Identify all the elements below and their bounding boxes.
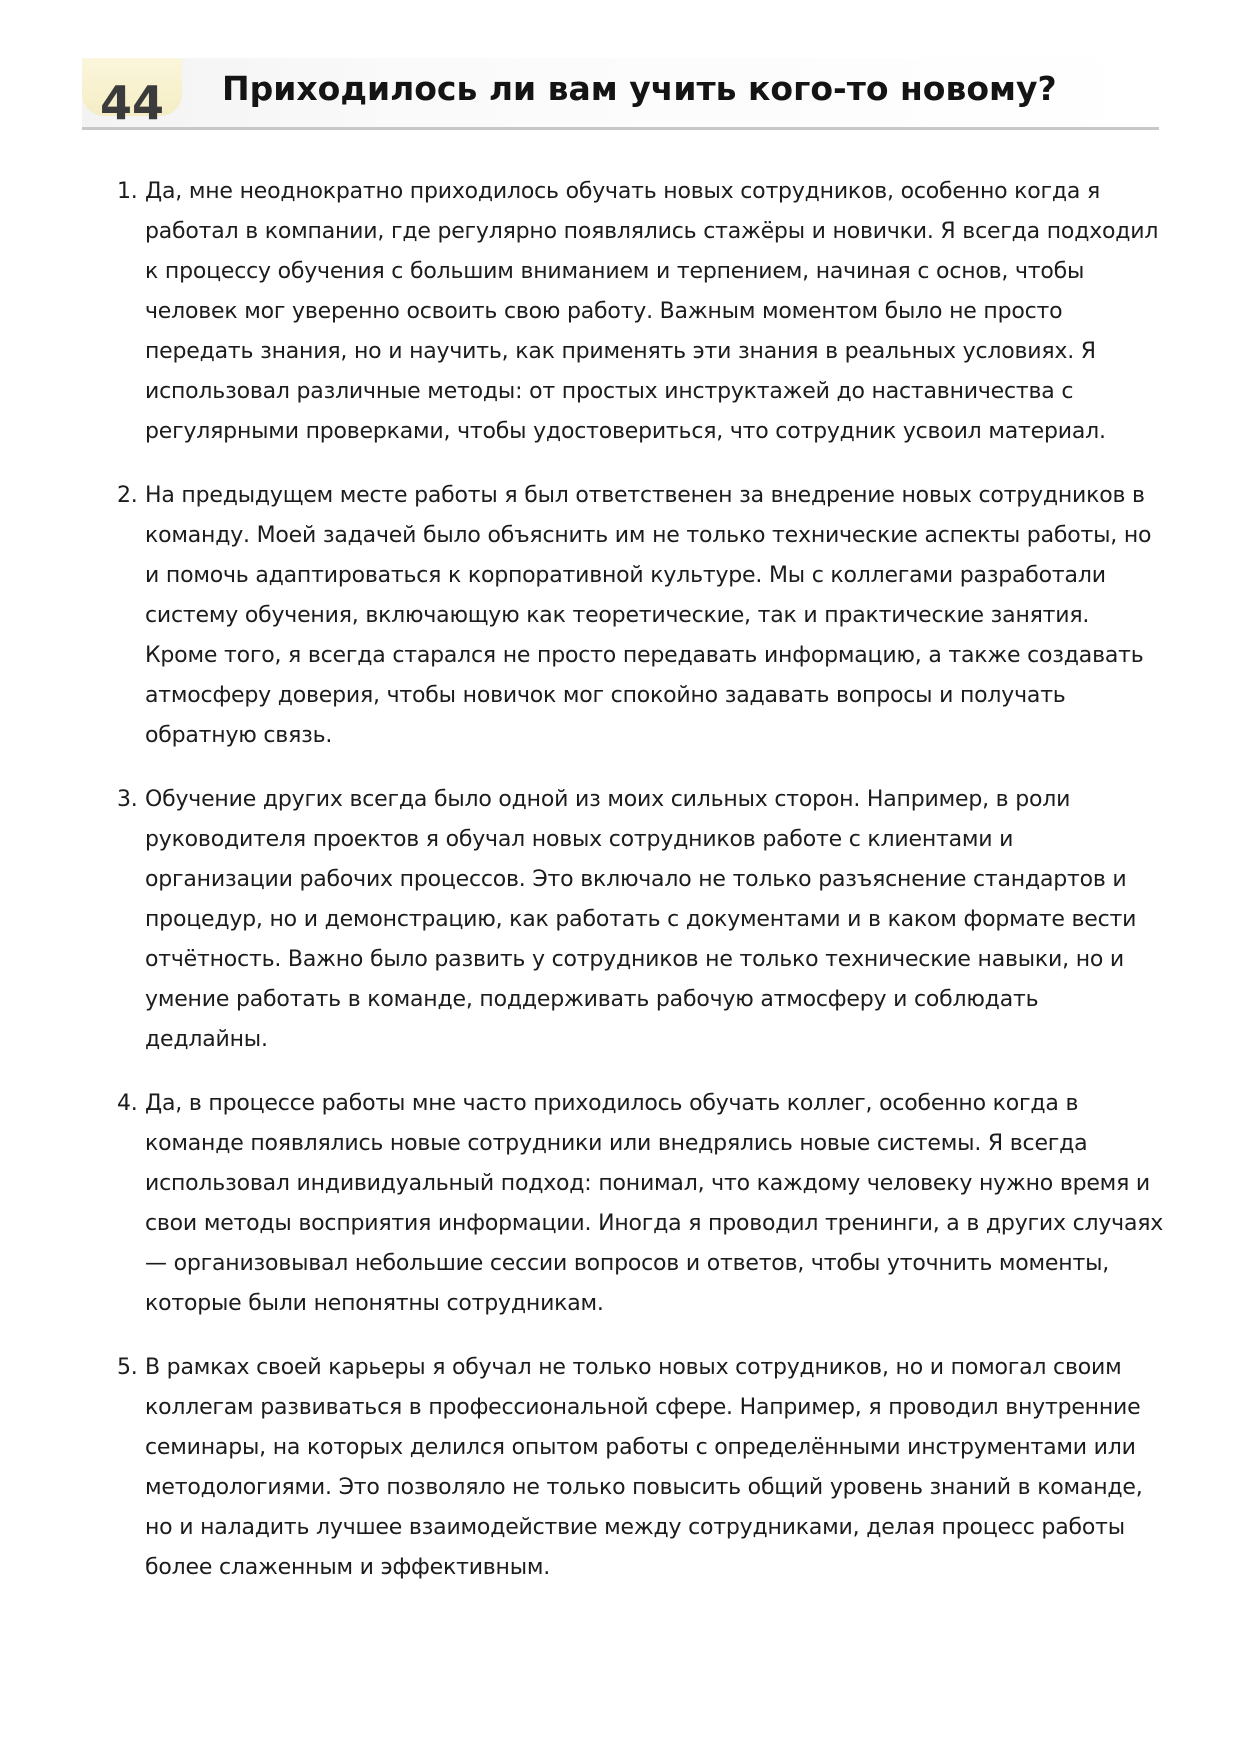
answer-item-3 [117,780,1165,1060]
answer-text: Обучение других всегда было одной из моих сильных сторон. Например, в роли руководителя проектов я обучал новых сотрудников работе с клиентами и организации рабочих процессов. Это включало не только разъяснение стандартов и процедур, но и демонстрацию, как работать с документами и в каком формате вести отчётность. Важно было развить у сотрудников не только технические навыки, но и умение работать в команде, поддерживать рабочую атмосферу и соблюдать дедлайны. [145,787,1137,1052]
answer-list [117,172,1165,1612]
answer-text: Да, мне неоднократно приходилось обучать новых сотрудников, особенно когда я работал в компании, где регулярно появлялись стажёры и новички. Я всегда подходил к процессу обучения с большим вниманием и терпением, начиная с основ, чтобы человек мог уверенно освоить свою работу. Важным моментом было не просто передать знания, но и научить, как применять эти знания в реальных условиях. Я использовал различные методы: от простых инструктажей до наставничества с регулярными проверками, чтобы удостовериться, что сотрудник усвоил материал. [145,179,1159,444]
answer-number: 1. [117,179,138,204]
page-title: Приходилось ли вам учить кого-то новому? [222,69,1057,108]
answer-item-2 [117,476,1165,756]
page-number: 44 [100,76,165,130]
answer-item-4 [117,1084,1165,1324]
answer-number: 5. [117,1355,138,1380]
answer-text: На предыдущем месте работы я был ответственен за внедрение новых сотрудников в команду. Моей задачей было объяснить им не только технические аспекты работы, но и помочь адаптироваться к корпоративной культуре. Мы с коллегами разработали систему обучения, включающую как теоретические, так и практические занятия. Кроме того, я всегда старался не просто передавать информацию, а также создавать атмосферу доверия, чтобы новичок мог спокойно задавать вопросы и получать обратную связь. [145,483,1152,748]
answer-number: 3. [117,787,138,812]
answer-number: 2. [117,483,138,508]
page-header [82,58,1159,130]
answer-item-5 [117,1348,1165,1588]
answer-text: В рамках своей карьеры я обучал не только новых сотрудников, но и помогал своим коллегам развиваться в профессиональной сфере. Например, я проводил внутренние семинары, на которых делился опытом работы с определёнными инструментами или методологиями. Это позволяло не только повысить общий уровень знаний в команде, но и наладить лучшее взаимодействие между сотрудниками, делая процесс работы более слаженным и эффективным. [145,1355,1143,1580]
answer-number: 4. [117,1091,138,1116]
answer-text: Да, в процессе работы мне часто приходилось обучать коллег, особенно когда в команде появлялись новые сотрудники или внедрялись новые системы. Я всегда использовал индивидуальный подход: понимал, что каждому человеку нужно время и свои методы восприятия информации. Иногда я проводил тренинги, а в других случаях — организовывал небольшие сессии вопросов и ответов, чтобы уточнить моменты, которые были непонятны сотрудникам. [145,1091,1164,1316]
answer-item-1 [117,172,1165,452]
